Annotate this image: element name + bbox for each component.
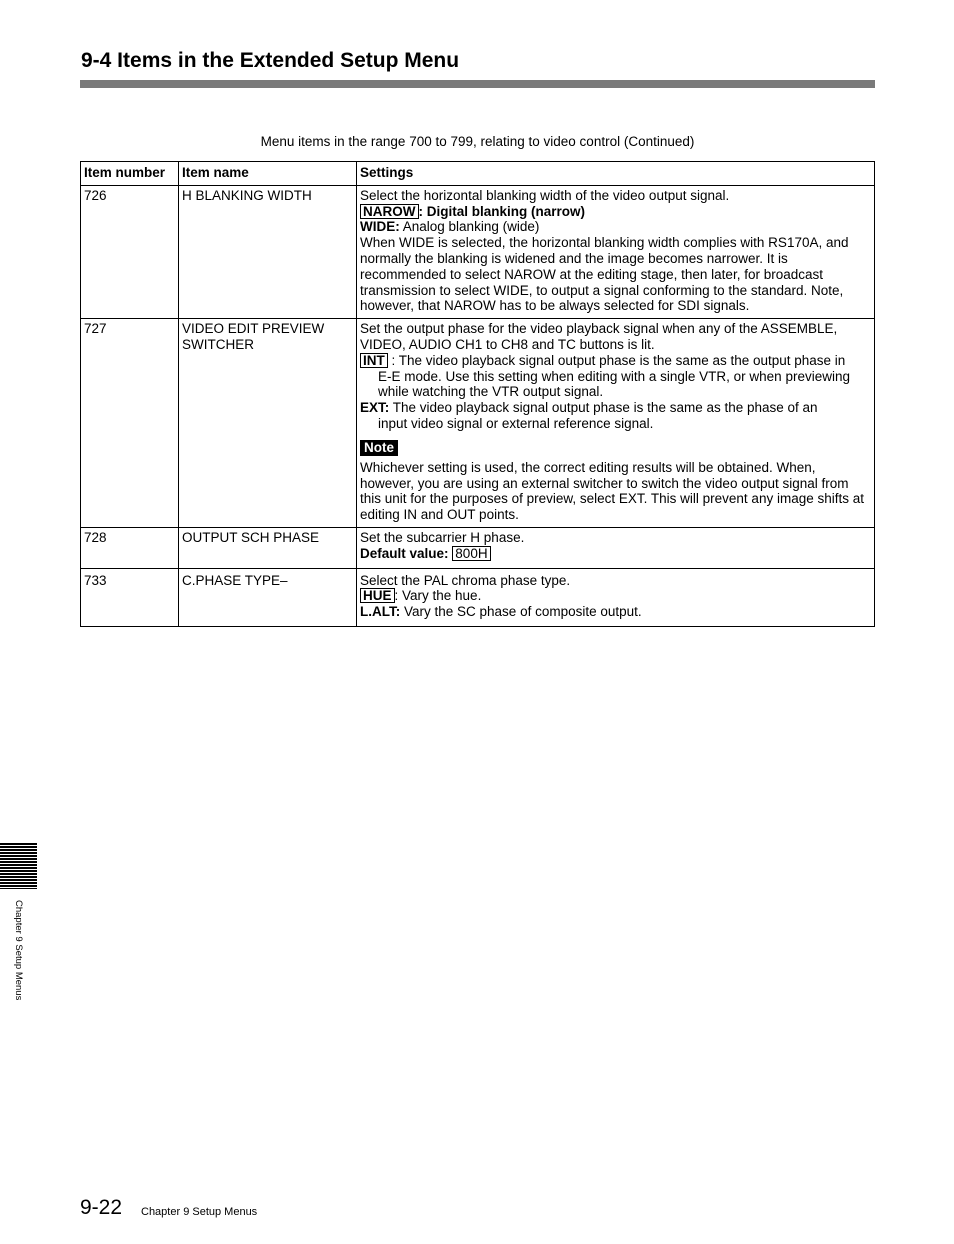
settings-cell bbox=[357, 568, 875, 626]
settings-intro: Set the output phase for the video playback signal when any of the ASSEMBLE, VIDEO, AUDIO CH1 to CH8 and TC buttons is lit. bbox=[360, 321, 838, 352]
default-option-box: NAROW bbox=[360, 204, 419, 219]
table-row bbox=[81, 568, 875, 626]
item-name: C.PHASE TYPE– bbox=[179, 568, 357, 626]
option-text: : Digital blanking (narrow) bbox=[418, 203, 586, 219]
option-key: EXT: bbox=[360, 400, 390, 416]
option-continuation: E-E mode. Use this setting when editing with a single VTR, or when previewing while watching the VTR output signal. bbox=[378, 368, 850, 400]
item-number: 726 bbox=[81, 185, 179, 318]
header-item-name: Item name bbox=[179, 162, 357, 186]
table-header-row bbox=[81, 162, 875, 186]
option-text: : Vary the hue. bbox=[394, 588, 482, 604]
option-text: Analog blanking (wide) bbox=[399, 219, 540, 235]
option-line bbox=[360, 219, 871, 235]
note-text: Whichever setting is used, the correct editing results will be obtained. When, however, you are using an external switcher to switch the video output signal from this unit for the purposes of preview, select EXT. This will prevent any image shifts at editing IN and OUT points. bbox=[360, 459, 864, 523]
footer-chapter-label: Chapter 9 Setup Menus bbox=[141, 1206, 258, 1218]
option-line bbox=[360, 588, 871, 604]
page-title: 9-4 Items in the Extended Setup Menu bbox=[81, 49, 460, 72]
default-line bbox=[360, 546, 871, 562]
chapter-thumb-tab bbox=[0, 843, 37, 889]
settings-cell bbox=[357, 185, 875, 318]
table-row bbox=[81, 185, 875, 318]
option-line bbox=[360, 400, 871, 416]
note-label: Note bbox=[360, 440, 398, 456]
option-line bbox=[360, 604, 871, 620]
option-line bbox=[360, 204, 871, 220]
item-number: 727 bbox=[81, 319, 179, 528]
table-row bbox=[81, 319, 875, 528]
header-item-number: Item number bbox=[81, 162, 179, 186]
table-caption: Menu items in the range 700 to 799, relating to video control (Continued) bbox=[260, 134, 695, 149]
header-settings: Settings bbox=[357, 162, 875, 186]
item-number: 728 bbox=[81, 527, 179, 568]
settings-intro: Set the subcarrier H phase. bbox=[360, 529, 525, 545]
settings-cell bbox=[357, 319, 875, 528]
side-chapter-label: Chapter 9 Setup Menus bbox=[13, 900, 24, 1001]
settings-cell bbox=[357, 527, 875, 568]
option-continuation: input video signal or external reference signal. bbox=[378, 415, 654, 431]
item-number: 733 bbox=[81, 568, 179, 626]
default-option-box: INT bbox=[360, 353, 388, 368]
item-name: H BLANKING WIDTH bbox=[179, 185, 357, 318]
table-row bbox=[81, 527, 875, 568]
option-text: The video playback signal output phase is the same as the phase of an bbox=[389, 400, 818, 416]
settings-intro: Select the PAL chroma phase type. bbox=[360, 572, 571, 588]
option-text: Vary the SC phase of composite output. bbox=[400, 604, 642, 620]
option-text: : The video playback signal output phase is the same as the output phase in bbox=[387, 352, 846, 368]
item-name: VIDEO EDIT PREVIEW SWITCHER bbox=[179, 319, 357, 528]
settings-body: When WIDE is selected, the horizontal blanking width complies with RS170A, and normally the blanking is widened and the image becomes narrower. It is recommended to select NAROW at the editing stage, then later, for broadcast transmission to select WIDE, to output a signal conforming to the standard. Note, however, that NAROW has to be always selected for SDI signals. bbox=[360, 235, 849, 314]
title-rule bbox=[80, 80, 875, 88]
default-option-box: HUE bbox=[360, 588, 395, 603]
setup-menu-table bbox=[80, 161, 875, 627]
settings-intro: Select the horizontal blanking width of the video output signal. bbox=[360, 187, 730, 203]
item-name: OUTPUT SCH PHASE bbox=[179, 527, 357, 568]
option-key: WIDE: bbox=[360, 219, 400, 235]
option-key: L.ALT: bbox=[360, 604, 401, 620]
default-label: Default value: bbox=[360, 545, 449, 561]
default-value-box: 800H bbox=[452, 546, 490, 561]
option-line bbox=[360, 353, 871, 369]
page-number: 9-22 bbox=[80, 1196, 123, 1219]
